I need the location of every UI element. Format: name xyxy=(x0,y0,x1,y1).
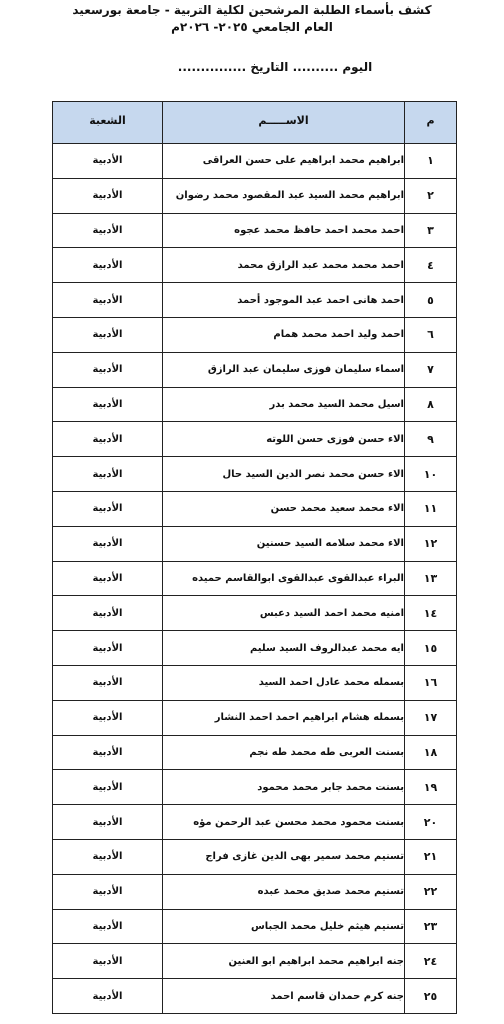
table-row xyxy=(53,596,457,631)
table-row xyxy=(53,805,457,840)
row-number: ٢٣ xyxy=(405,909,457,944)
student-name: تسنيم هيثم خليل محمد الجباس xyxy=(163,909,405,944)
student-division: الأدبية xyxy=(53,805,163,840)
table-row xyxy=(53,561,457,596)
table-row xyxy=(53,352,457,387)
column-header-division: الشعبة xyxy=(53,102,163,144)
row-number: ٥ xyxy=(405,283,457,318)
table-row xyxy=(53,422,457,457)
table-row xyxy=(53,283,457,318)
student-division: الأدبية xyxy=(53,561,163,596)
column-header-name: الاســـــم xyxy=(163,102,405,144)
table-row xyxy=(53,631,457,666)
document-header xyxy=(0,2,504,35)
student-division: الأدبية xyxy=(53,979,163,1014)
student-name: الاء حسن فوزى حسن اللوته xyxy=(163,422,405,457)
student-name: جنه ابراهيم محمد ابراهيم ابو العنين xyxy=(163,944,405,979)
student-division: الأدبية xyxy=(53,874,163,909)
student-division: الأدبية xyxy=(53,631,163,666)
table-row xyxy=(53,770,457,805)
table-row xyxy=(53,944,457,979)
table-header-row xyxy=(53,102,457,144)
student-division: الأدبية xyxy=(53,596,163,631)
row-number: ٢٥ xyxy=(405,979,457,1014)
row-number: ١٢ xyxy=(405,526,457,561)
row-number: ٣ xyxy=(405,213,457,248)
student-division: الأدبية xyxy=(53,457,163,492)
row-number: ٢٢ xyxy=(405,874,457,909)
student-division: الأدبية xyxy=(53,665,163,700)
student-division: الأدبية xyxy=(53,700,163,735)
student-division: الأدبية xyxy=(53,909,163,944)
table-row xyxy=(53,317,457,352)
academic-year: العام الجامعي ٢٠٢٥- ٢٠٢٦م xyxy=(171,20,333,34)
student-division: الأدبية xyxy=(53,735,163,770)
row-number: ١٥ xyxy=(405,631,457,666)
table-body xyxy=(53,144,457,1014)
row-number: ٢ xyxy=(405,178,457,213)
student-name: الاء حسن محمد نصر الدين السيد حال xyxy=(163,457,405,492)
student-name: تسنيم محمد سمير بهى الدين غازى فراج xyxy=(163,839,405,874)
student-name: الاء محمد سلامه السيد حسنين xyxy=(163,526,405,561)
student-name: بسنت محمد جابر محمد محمود xyxy=(163,770,405,805)
row-number: ٦ xyxy=(405,317,457,352)
student-name: احمد محمد احمد حافظ محمد عجوه xyxy=(163,213,405,248)
row-number: ٨ xyxy=(405,387,457,422)
table-row xyxy=(53,213,457,248)
student-name: اسماء سليمان فوزى سليمان عبد الرازق xyxy=(163,352,405,387)
row-number: ١٣ xyxy=(405,561,457,596)
table-row xyxy=(53,839,457,874)
students-table xyxy=(52,101,457,1014)
row-number: ١٦ xyxy=(405,665,457,700)
table-row xyxy=(53,979,457,1014)
student-division: الأدبية xyxy=(53,387,163,422)
table-row xyxy=(53,248,457,283)
day-date-line: اليوم .......... التاريخ ............... xyxy=(177,60,373,74)
table-row xyxy=(53,387,457,422)
table-row xyxy=(53,874,457,909)
table-row xyxy=(53,144,457,179)
student-division: الأدبية xyxy=(53,317,163,352)
student-name: تسنيم محمد صديق محمد عبده xyxy=(163,874,405,909)
table-row xyxy=(53,491,457,526)
student-name: احمد محمد محمد عبد الرازق محمد xyxy=(163,248,405,283)
student-division: الأدبية xyxy=(53,839,163,874)
row-number: ٤ xyxy=(405,248,457,283)
student-name: البراء عبدالقوى عبدالقوى ابوالقاسم حميده xyxy=(163,561,405,596)
student-division: الأدبية xyxy=(53,248,163,283)
table-row xyxy=(53,665,457,700)
row-number: ١٤ xyxy=(405,596,457,631)
table-row xyxy=(53,457,457,492)
student-division: الأدبية xyxy=(53,491,163,526)
row-number: ٩ xyxy=(405,422,457,457)
student-name: ابراهيم محمد ابراهيم على حسن العراقى xyxy=(163,144,405,179)
student-name: امنيه محمد احمد السيد دعبس xyxy=(163,596,405,631)
student-name: بسنت محمود محمد محسن عبد الرحمن مؤه xyxy=(163,805,405,840)
student-division: الأدبية xyxy=(53,144,163,179)
student-division: الأدبية xyxy=(53,283,163,318)
document-title: كشف بأسماء الطلبة المرشحين لكلية التربية - جامعة بورسعيد xyxy=(72,3,432,17)
student-name: اسيل محمد السيد محمد بدر xyxy=(163,387,405,422)
table-row xyxy=(53,526,457,561)
row-number: ١٠ xyxy=(405,457,457,492)
student-division: الأدبية xyxy=(53,770,163,805)
row-number: ١٨ xyxy=(405,735,457,770)
student-name: ابراهيم محمد السيد عبد المقصود محمد رضوان xyxy=(163,178,405,213)
student-name: احمد هانى احمد عبد الموجود أحمد xyxy=(163,283,405,318)
row-number: ١٩ xyxy=(405,770,457,805)
student-division: الأدبية xyxy=(53,178,163,213)
row-number: ١ xyxy=(405,144,457,179)
row-number: ٢١ xyxy=(405,839,457,874)
student-name: الاء محمد سعيد محمد حسن xyxy=(163,491,405,526)
row-number: ١١ xyxy=(405,491,457,526)
student-name: بسمله هشام ابراهيم احمد احمد النشار xyxy=(163,700,405,735)
student-division: الأدبية xyxy=(53,422,163,457)
student-name: بسنت العربى طه محمد طه نجم xyxy=(163,735,405,770)
student-name: احمد وليد احمد محمد همام xyxy=(163,317,405,352)
table-row xyxy=(53,700,457,735)
row-number: ١٧ xyxy=(405,700,457,735)
column-header-number: م xyxy=(405,102,457,144)
table-row xyxy=(53,178,457,213)
student-division: الأدبية xyxy=(53,944,163,979)
student-division: الأدبية xyxy=(53,526,163,561)
student-name: بسمله محمد عادل احمد السيد xyxy=(163,665,405,700)
student-name: ايه محمد عبدالروف السيد سليم xyxy=(163,631,405,666)
row-number: ٢٠ xyxy=(405,805,457,840)
student-division: الأدبية xyxy=(53,352,163,387)
student-name: جنه كرم حمدان قاسم احمد xyxy=(163,979,405,1014)
row-number: ٢٤ xyxy=(405,944,457,979)
row-number: ٧ xyxy=(405,352,457,387)
table-row xyxy=(53,735,457,770)
student-division: الأدبية xyxy=(53,213,163,248)
table-row xyxy=(53,909,457,944)
